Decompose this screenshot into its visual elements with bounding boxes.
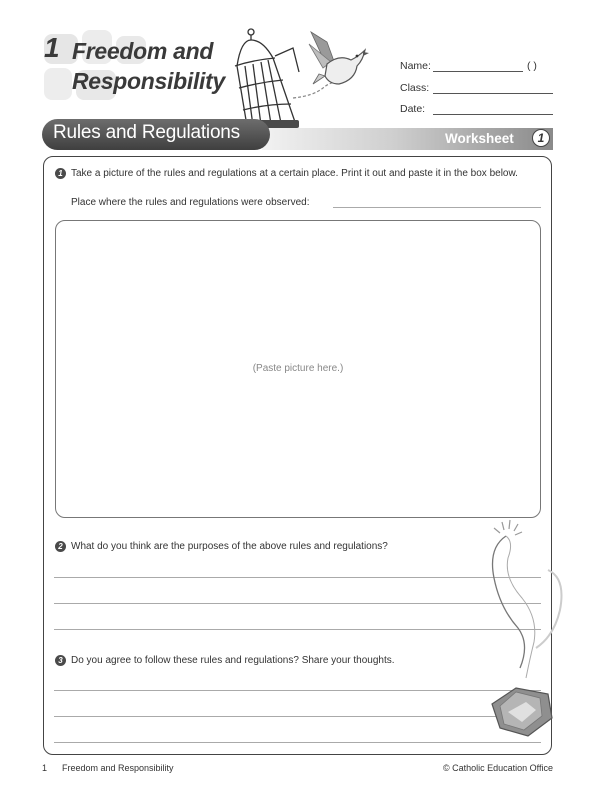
worksheet-number-badge: 1 bbox=[532, 129, 550, 147]
class-field[interactable] bbox=[433, 93, 553, 94]
date-label: Date: bbox=[400, 103, 426, 115]
unit-title-line1: Freedom and bbox=[72, 38, 214, 64]
footer-unit-title: Freedom and Responsibility bbox=[62, 763, 174, 773]
paste-picture-hint: (Paste picture here.) bbox=[252, 363, 344, 374]
answer-line[interactable] bbox=[54, 603, 541, 604]
footer-page-number: 1 bbox=[42, 763, 48, 773]
answer-line[interactable] bbox=[54, 742, 541, 743]
question-2-text: What do you think are the purposes of the above rules and regulations? bbox=[71, 541, 388, 552]
name-field[interactable] bbox=[433, 71, 523, 72]
footer-copyright: © Catholic Education Office bbox=[442, 763, 553, 773]
class-label: Class: bbox=[400, 82, 430, 94]
question-3-number: 3 bbox=[55, 655, 66, 666]
date-field[interactable] bbox=[433, 114, 553, 115]
worksheet-label: Worksheet bbox=[445, 131, 514, 146]
answer-line[interactable] bbox=[54, 577, 541, 578]
question-3-text: Do you agree to follow these rules and regulations? Share your thoughts. bbox=[71, 655, 395, 666]
question-1-text: Take a picture of the rules and regulations at a certain place. Print it out and paste it in the box below. bbox=[71, 168, 518, 179]
section-title: Rules and Regulations bbox=[53, 122, 240, 143]
place-observed-field[interactable] bbox=[333, 207, 541, 208]
dove-icon bbox=[305, 24, 371, 94]
answer-line[interactable] bbox=[54, 716, 541, 717]
question-2-number: 2 bbox=[55, 541, 66, 552]
balloon-icon bbox=[478, 518, 572, 754]
question-1-subprompt: Place where the rules and regulations were observed: bbox=[71, 197, 310, 208]
answer-line[interactable] bbox=[54, 690, 541, 691]
answer-line[interactable] bbox=[54, 629, 541, 630]
unit-number: 1 bbox=[44, 32, 60, 63]
question-1-number: 1 bbox=[55, 168, 66, 179]
class-number-field[interactable]: ( ) bbox=[527, 60, 537, 72]
name-label: Name: bbox=[400, 60, 431, 72]
unit-title-line2: Responsibility bbox=[72, 68, 225, 94]
